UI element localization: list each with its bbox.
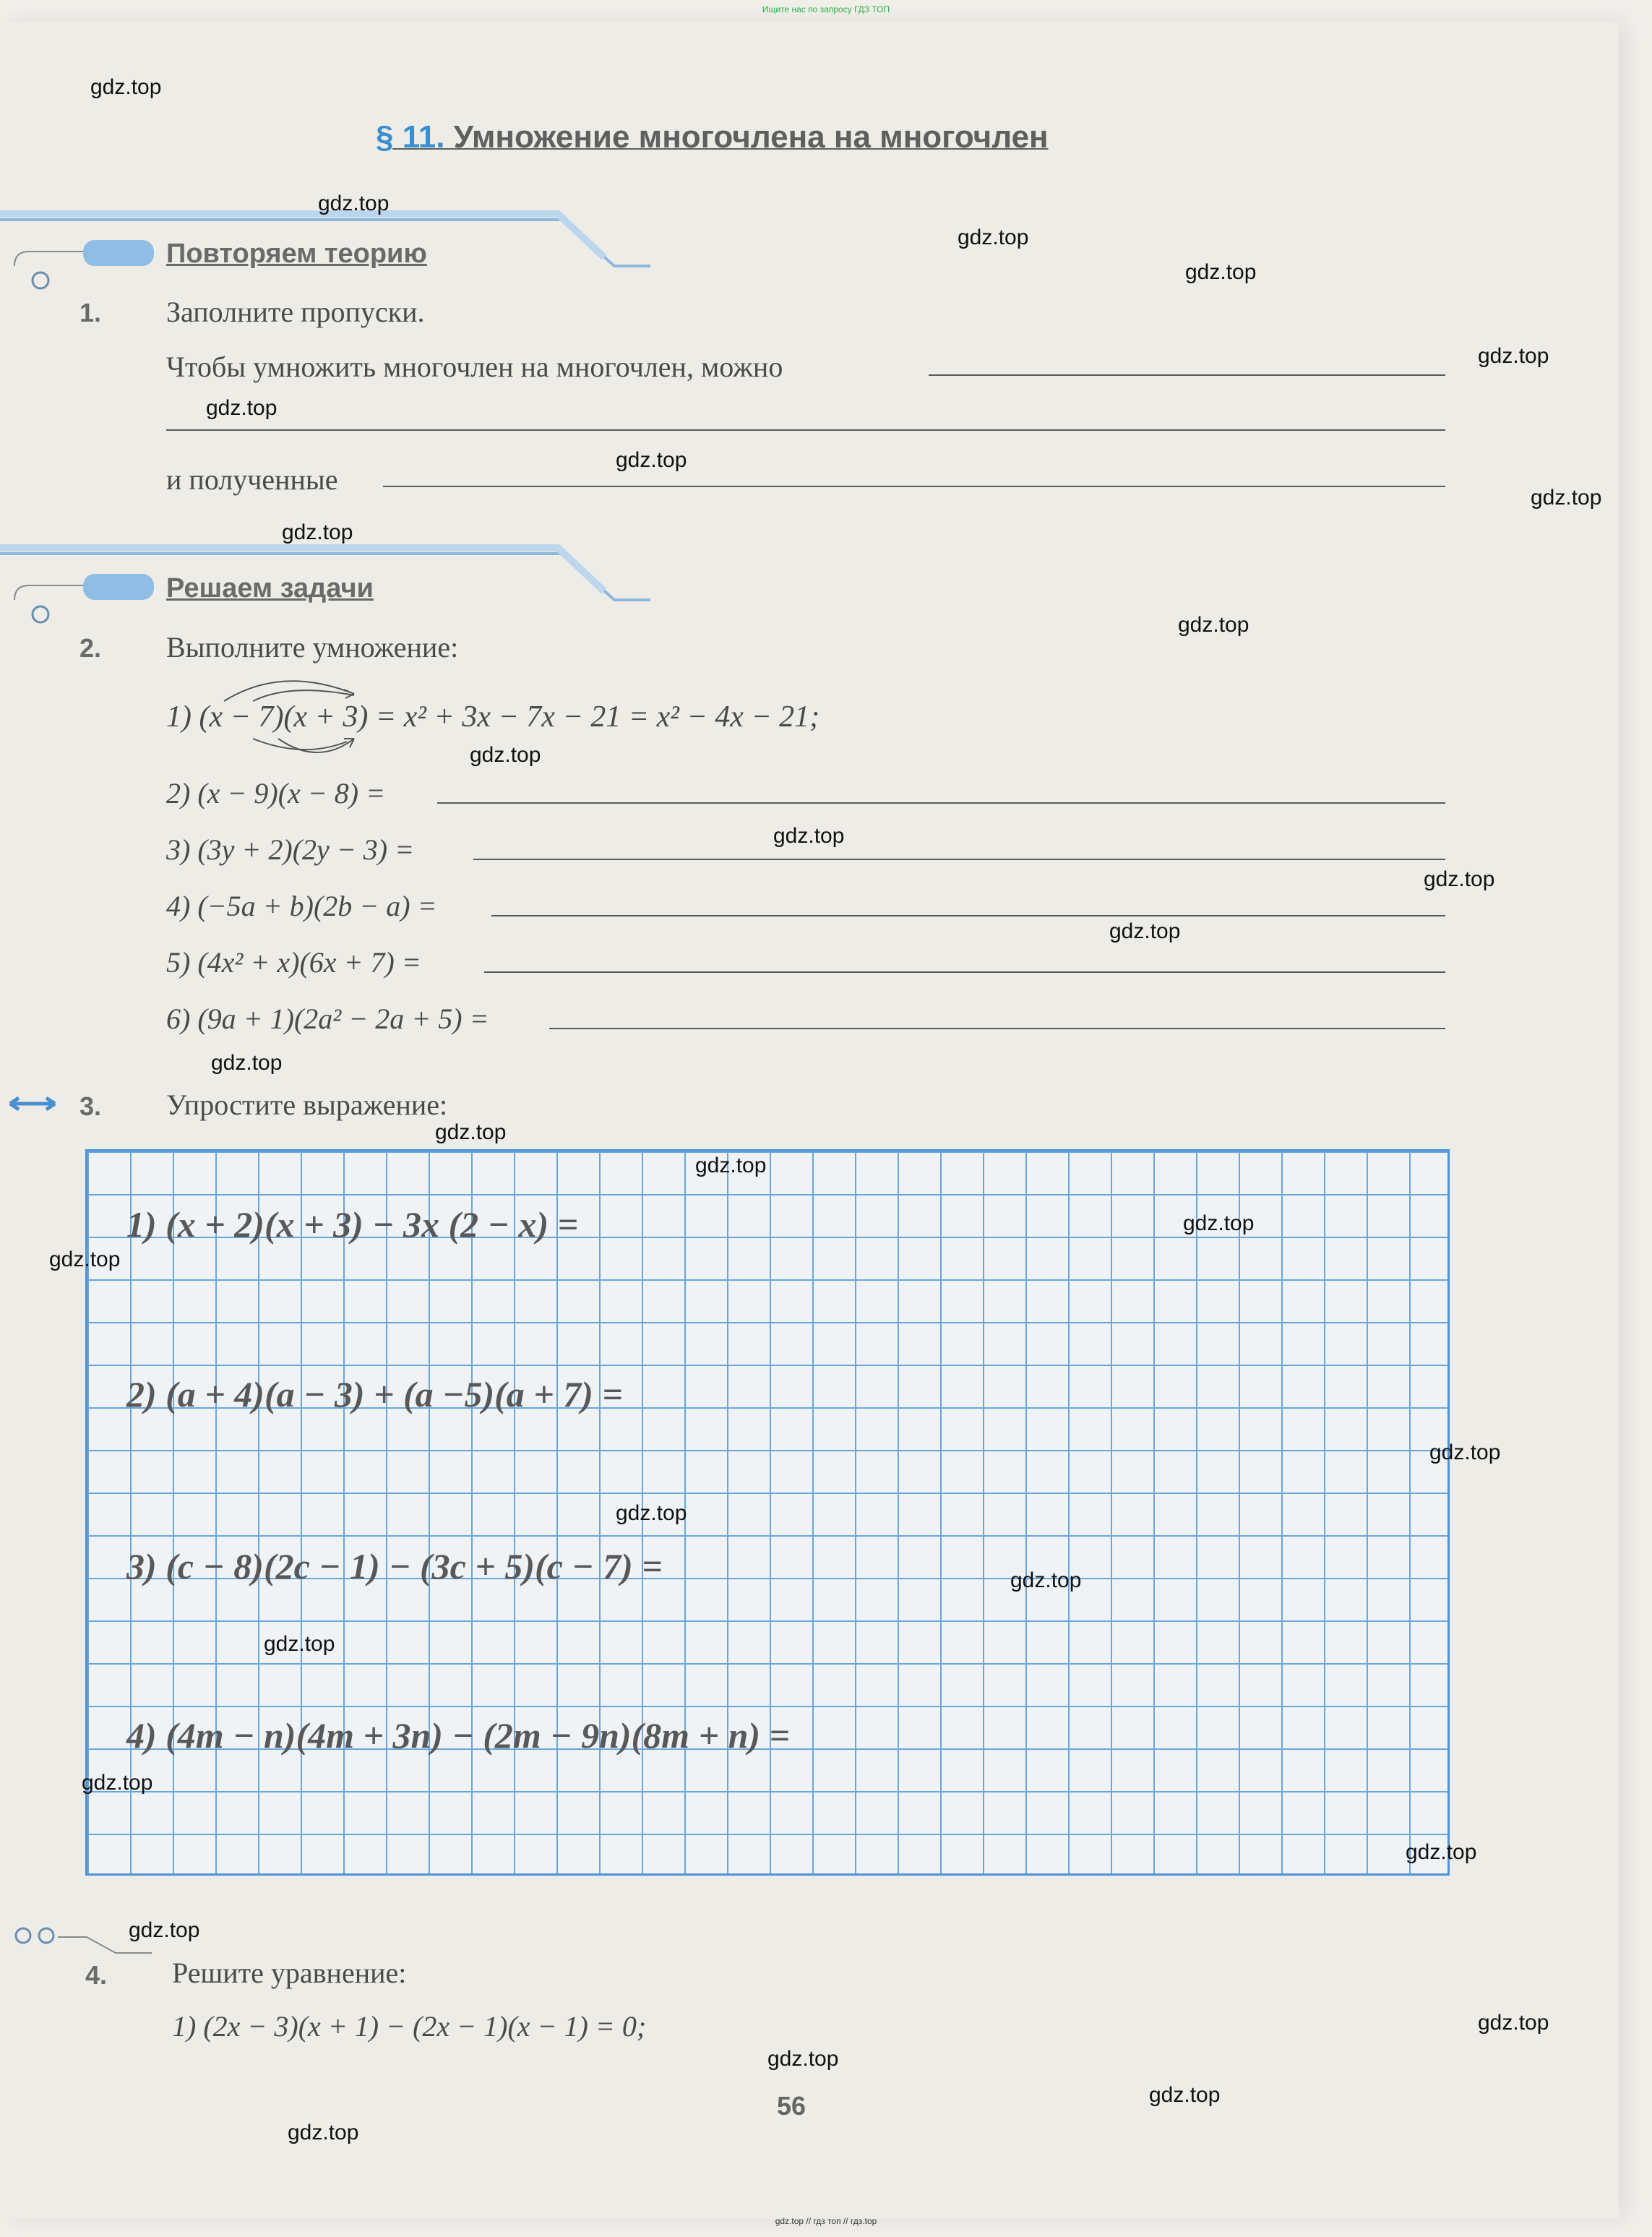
watermark: gdz.top bbox=[1406, 1840, 1477, 1864]
page-number: 56 bbox=[777, 2091, 806, 2121]
double-arrow-icon bbox=[7, 1095, 58, 1112]
task2-item: 5) (4x² + x)(6x + 7) = bbox=[166, 946, 421, 979]
task2-item: 4) (−5a + b)(2b − a) = bbox=[166, 890, 437, 922]
watermark: gdz.top bbox=[288, 2121, 359, 2144]
watermark: gdz.top bbox=[1531, 486, 1602, 510]
task3-item: 4) (4m − n)(4m + 3n) − (2m − 9n)(8m + n) = bbox=[126, 1715, 791, 1756]
task1-number: 1. bbox=[79, 298, 102, 327]
task2-item: 3) (3y + 2)(2y − 3) = bbox=[166, 833, 415, 866]
watermark: gdz.top bbox=[767, 2047, 839, 2071]
answer-line[interactable] bbox=[166, 429, 1445, 431]
task4-item: 1) (2x − 3)(x + 1) − (2x − 1)(x − 1) = 0; bbox=[172, 2010, 647, 2043]
answer-line[interactable] bbox=[929, 374, 1445, 376]
watermark: gdz.top bbox=[470, 743, 541, 767]
watermark: gdz.top bbox=[318, 192, 390, 215]
watermark: gdz.top bbox=[1149, 2083, 1221, 2107]
grid-answer-area[interactable] bbox=[85, 1149, 1450, 1876]
task1-prompt: Заполните пропуски. bbox=[166, 296, 425, 328]
watermark: gdz.top bbox=[958, 226, 1029, 249]
watermark: gdz.top bbox=[1185, 260, 1257, 284]
watermark: gdz.top bbox=[90, 75, 162, 99]
watermark: gdz.top bbox=[129, 1918, 200, 1942]
watermark: gdz.top bbox=[82, 1771, 153, 1795]
task4-number: 4. bbox=[85, 1960, 108, 1990]
answer-line[interactable] bbox=[437, 802, 1445, 804]
answer-line[interactable] bbox=[491, 915, 1445, 916]
task2-number: 2. bbox=[79, 633, 102, 663]
watermark: gdz.top bbox=[1178, 613, 1249, 637]
top-note: Ищите нас по запросу ГДЗ ТОП bbox=[762, 4, 890, 14]
task3-item: 3) (c − 8)(2c − 1) − (3c + 5)(c − 7) = bbox=[126, 1546, 663, 1586]
watermark: gdz.top bbox=[1478, 344, 1549, 368]
bottom-note: gdz.top // гдз топ // гдз.top bbox=[775, 2216, 877, 2226]
watermark: gdz.top bbox=[1424, 867, 1495, 891]
watermark: gdz.top bbox=[435, 1120, 507, 1144]
watermark: gdz.top bbox=[1010, 1568, 1082, 1592]
answer-line[interactable] bbox=[484, 971, 1445, 973]
section-title bbox=[376, 119, 1049, 155]
task2-prompt: Выполните умножение: bbox=[166, 631, 459, 664]
watermark: gdz.top bbox=[773, 824, 845, 848]
watermark: gdz.top bbox=[1183, 1211, 1255, 1235]
task2-item: 6) (9a + 1)(2a² − 2a + 5) = bbox=[166, 1002, 489, 1035]
task2-item: 2) (x − 9)(x − 8) = bbox=[166, 777, 386, 810]
task3-item: 1) (x + 2)(x + 3) − 3x (2 − x) = bbox=[126, 1204, 579, 1245]
section-title-text: Умножение многочлена на многочлен bbox=[453, 119, 1049, 155]
tasks-label: Решаем задачи bbox=[166, 573, 374, 604]
task3-number: 3. bbox=[79, 1091, 102, 1121]
theory-label: Повторяем теорию bbox=[166, 239, 427, 269]
task2-example: 1) (x − 7)(x + 3) = x² + 3x − 7x − 21 = x² − 4x − 21; bbox=[166, 700, 820, 734]
watermark: gdz.top bbox=[1429, 1440, 1501, 1464]
watermark: gdz.top bbox=[1478, 2011, 1549, 2035]
watermark: gdz.top bbox=[282, 520, 353, 544]
task1-line3-text: и полученные bbox=[166, 463, 338, 496]
watermark: gdz.top bbox=[616, 1501, 687, 1525]
task3-prompt: Упростите выражение: bbox=[166, 1089, 448, 1121]
task1-line1-text: Чтобы умножить многочлен на многочлен, можно bbox=[166, 351, 783, 383]
watermark: gdz.top bbox=[264, 1632, 335, 1656]
watermark: gdz.top bbox=[1109, 919, 1181, 943]
answer-line[interactable] bbox=[383, 486, 1445, 487]
watermark: gdz.top bbox=[695, 1154, 767, 1177]
watermark: gdz.top bbox=[211, 1051, 283, 1075]
watermark: gdz.top bbox=[206, 396, 278, 420]
answer-line[interactable] bbox=[473, 859, 1445, 860]
section-number: § 11. bbox=[376, 119, 445, 155]
task4-prompt: Решите уравнение: bbox=[172, 1957, 407, 1989]
answer-line[interactable] bbox=[549, 1028, 1445, 1029]
task3-item: 2) (a + 4)(a − 3) + (a −5)(a + 7) = bbox=[126, 1374, 623, 1414]
watermark: gdz.top bbox=[616, 448, 687, 472]
watermark: gdz.top bbox=[49, 1248, 121, 1271]
